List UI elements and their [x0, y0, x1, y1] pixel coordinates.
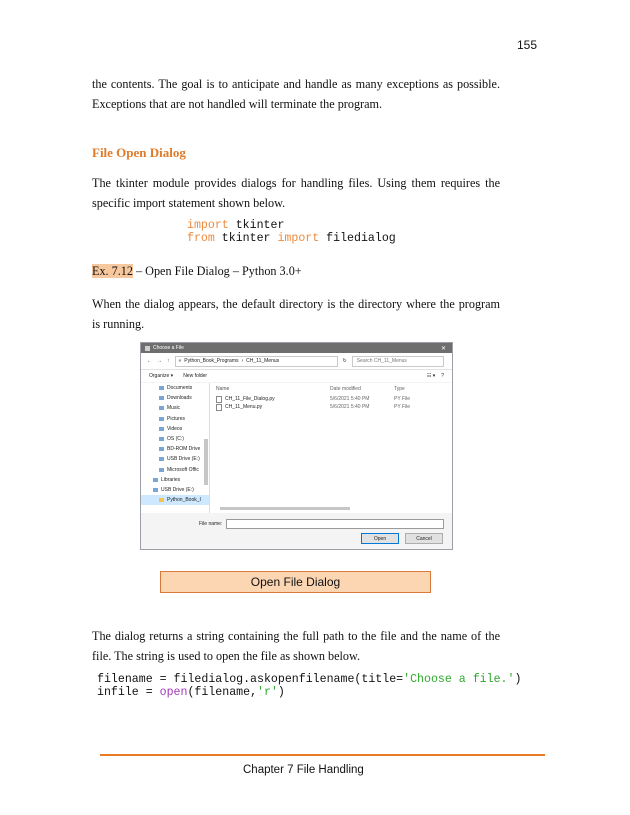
open-file-dialog-button[interactable]: Open File Dialog — [160, 571, 431, 593]
close-icon[interactable]: ✕ — [440, 345, 446, 352]
code-text: filedialog — [319, 232, 396, 245]
nav-item-microsoft-office[interactable] — [141, 465, 209, 475]
dialog-title: Choose a File — [153, 345, 184, 351]
nav-item-videos[interactable] — [141, 424, 209, 434]
file-type: PY File — [394, 396, 411, 402]
file-row[interactable] — [210, 403, 452, 411]
nav-item-pictures[interactable] — [141, 414, 209, 424]
nav-item-libraries[interactable] — [141, 475, 209, 485]
example-caption — [92, 264, 302, 279]
nav-item-label: Documents — [167, 385, 193, 392]
nav-item-label: Pictures — [167, 415, 186, 422]
address-row — [141, 353, 452, 370]
chapter-footer: Chapter 7 File Handling — [243, 764, 364, 776]
file-row[interactable] — [210, 395, 452, 403]
file-name-label: File name: — [199, 521, 223, 527]
usb-drive-icon — [153, 488, 158, 492]
open-button[interactable]: Open — [361, 533, 399, 544]
breadcrumb-item[interactable]: CH_11_Menus — [246, 358, 280, 364]
code-text: tkinter — [228, 219, 285, 232]
breadcrumb-overflow: « — [178, 358, 182, 364]
code-function: open — [159, 686, 188, 699]
command-bar — [141, 370, 452, 382]
code-text: tkinter — [214, 232, 278, 245]
page-number: 155 — [516, 38, 537, 52]
nav-item-label: BD-ROM Drive — [167, 446, 201, 453]
code-string: 'Choose a file.' — [403, 673, 515, 686]
scrollbar-thumb[interactable] — [204, 439, 208, 485]
horizontal-scrollbar[interactable] — [214, 506, 442, 511]
file-date: 5/6/2021 5:40 PM — [330, 396, 370, 402]
help-icon[interactable]: ? — [441, 373, 444, 379]
folder-icon — [159, 498, 164, 502]
code-text: (filename, — [187, 686, 258, 699]
refresh-icon[interactable]: ↻ — [342, 358, 347, 364]
disc-drive-icon — [159, 447, 164, 451]
pictures-icon — [159, 417, 164, 421]
column-type[interactable]: Type — [394, 386, 405, 392]
breadcrumb-item[interactable]: Python_Book_Programs — [184, 358, 239, 364]
nav-item-documents[interactable] — [141, 383, 209, 393]
file-name-cell — [210, 404, 330, 411]
example-ref[interactable]: Ex. 7.12 — [92, 264, 133, 278]
file-name-input[interactable] — [226, 519, 444, 529]
dialog-buttons — [361, 533, 443, 544]
nav-item-label: Downloads — [167, 395, 192, 402]
nav-scrollbar[interactable] — [203, 387, 209, 507]
nav-item-python-book[interactable] — [141, 495, 209, 505]
up-arrow-icon[interactable]: ↑ — [167, 358, 170, 364]
search-input[interactable]: Search CH_11_Menus — [352, 356, 444, 367]
organize-menu[interactable]: Organize ▾ — [149, 373, 174, 379]
code-text: infile = — [97, 686, 160, 699]
drive-icon — [159, 468, 164, 472]
navigation-pane — [141, 383, 210, 513]
intro-paragraph: the contents. The goal is to anticipate and handle as many exceptions as possible. Exceptions that are not handled will terminate the program. — [92, 77, 500, 111]
nav-item-label: Videos — [167, 425, 183, 432]
dialog-paragraph: When the dialog appears, the default directory is the directory where the program is running. — [92, 297, 500, 331]
forward-arrow-icon[interactable]: → — [157, 358, 162, 364]
column-name[interactable]: Name — [216, 386, 230, 392]
drive-icon — [159, 437, 164, 441]
nav-item-usb-drive-2[interactable] — [141, 485, 209, 495]
tkinter-paragraph: The tkinter module provides dialogs for handling files. Using them requires the specific import statement shown below. — [92, 176, 500, 210]
dialog-panes — [141, 383, 452, 513]
feather-icon — [145, 346, 150, 351]
column-date[interactable]: Date modified — [330, 386, 361, 392]
footer-rule — [100, 754, 545, 756]
nav-item-label: Microsoft Offic — [167, 466, 199, 473]
music-icon — [159, 406, 164, 410]
import-code-block — [187, 219, 396, 245]
nav-item-label: OS (C:) — [167, 436, 184, 443]
documents-icon — [159, 386, 164, 390]
code-text: ) — [277, 686, 285, 699]
nav-item-music[interactable] — [141, 403, 209, 413]
dialog-titlebar — [141, 343, 452, 353]
nav-item-bd-rom[interactable] — [141, 444, 209, 454]
nav-item-label: Music — [167, 405, 181, 412]
file-name: CH_11_File_Dialog.py — [225, 396, 275, 402]
back-arrow-icon[interactable]: ← — [147, 358, 152, 364]
code-keyword: import — [187, 219, 229, 232]
file-name-row — [199, 519, 444, 529]
example-title: – Open File Dialog – Python 3.0+ — [132, 264, 302, 278]
nav-item-label: USB Drive (E:) — [167, 456, 200, 463]
nav-item-usb-drive[interactable] — [141, 454, 209, 464]
code-text: filename = filedialog.askopenfilename(title= — [97, 673, 404, 686]
nav-item-os-drive[interactable] — [141, 434, 209, 444]
column-headers — [210, 383, 452, 395]
file-date: 5/6/2021 5:40 PM — [330, 404, 370, 410]
videos-icon — [159, 427, 164, 431]
usb-drive-icon — [159, 457, 164, 461]
nav-item-label: Python_Book_I — [167, 497, 201, 504]
cancel-button[interactable]: Cancel — [405, 533, 443, 544]
libraries-icon — [153, 478, 158, 482]
file-name: CH_11_Menu.py — [225, 404, 263, 410]
file-list-pane — [210, 383, 452, 513]
nav-item-label: USB Drive (E:) — [161, 486, 194, 493]
view-options-icon[interactable]: ☷ ▾ — [426, 373, 436, 379]
scrollbar-thumb[interactable] — [220, 507, 350, 510]
section-heading: File Open Dialog — [92, 145, 186, 160]
file-name-cell — [210, 396, 330, 403]
code-text: ) — [514, 673, 522, 686]
code-string: 'r' — [257, 686, 278, 699]
breadcrumb-separator: › — [241, 358, 244, 364]
code-keyword: from — [187, 232, 215, 245]
return-string-paragraph: The dialog returns a string containing the full path to the file and the name of the file. The string is used to open the file as shown below. — [92, 629, 500, 663]
file-dialog-screenshot — [140, 342, 453, 550]
nav-item-downloads[interactable] — [141, 393, 209, 403]
new-folder-button[interactable]: New folder — [183, 373, 208, 379]
download-icon — [159, 396, 164, 400]
python-file-icon — [216, 404, 222, 411]
askopen-code-block — [97, 673, 521, 699]
file-type: PY File — [394, 404, 411, 410]
address-bar[interactable] — [175, 356, 338, 367]
code-keyword: import — [277, 232, 320, 245]
python-file-icon — [216, 396, 222, 403]
nav-item-label: Libraries — [161, 476, 181, 483]
